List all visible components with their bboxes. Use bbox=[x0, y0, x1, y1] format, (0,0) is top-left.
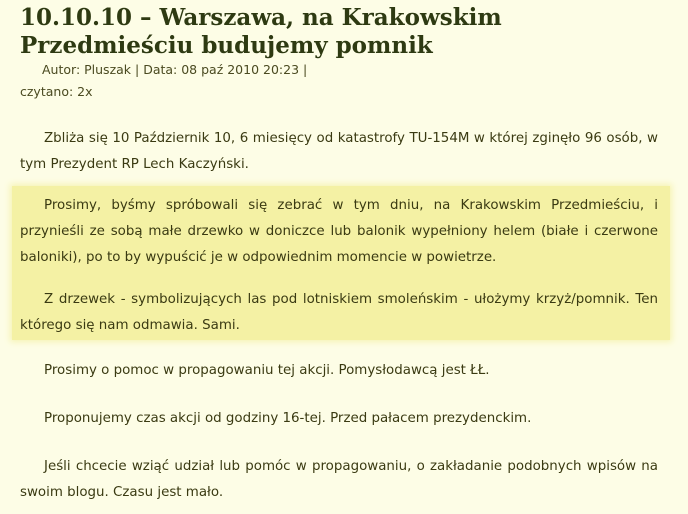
post-title: 10.10.10 – Warszawa, na Krakowskim Przedmieściu budujemy pomnik bbox=[20, 4, 502, 59]
paragraph-4: Prosimy o pomoc w propagowaniu tej akcji. Pomysłodawcą jest ŁŁ. bbox=[44, 363, 490, 378]
paragraph-3: Z drzewek - symbolizujących las pod lotniskiem smoleńskim - ułożymy krzyż/pomnik. Ten którego się nam odmawia. Sami. bbox=[20, 292, 658, 333]
paragraph-2: Prosimy, byśmy spróbowali się zebrać w tym dniu, na Krakowskim Przedmieściu, i przynieśli ze sobą małe drzewko w doniczce lub balonik wypełniony helem (białe i czerwone baloniki), po to by wypuścić je w odpowiednim momencie w powietrze. bbox=[20, 198, 658, 265]
paragraph-6: Jeśli chcecie wziąć udział lub pomóc w propagowaniu, o zakładanie podobnych wpisów na swoim blogu. Czasu jest mało. bbox=[20, 459, 658, 500]
read-count: czytano: 2x bbox=[20, 84, 93, 99]
post-meta: Autor: Pluszak | Data: 08 paź 2010 20:23 | bbox=[42, 62, 308, 77]
paragraph-5: Proponujemy czas akcji od godziny 16-tej. Przed pałacem prezydenckim. bbox=[44, 411, 532, 426]
paragraph-1: Zbliża się 10 Październik 10, 6 miesięcy od katastrofy TU-154M w której zginęło 96 osób, w tym Prezydent RP Lech Kaczyński. bbox=[20, 131, 658, 172]
